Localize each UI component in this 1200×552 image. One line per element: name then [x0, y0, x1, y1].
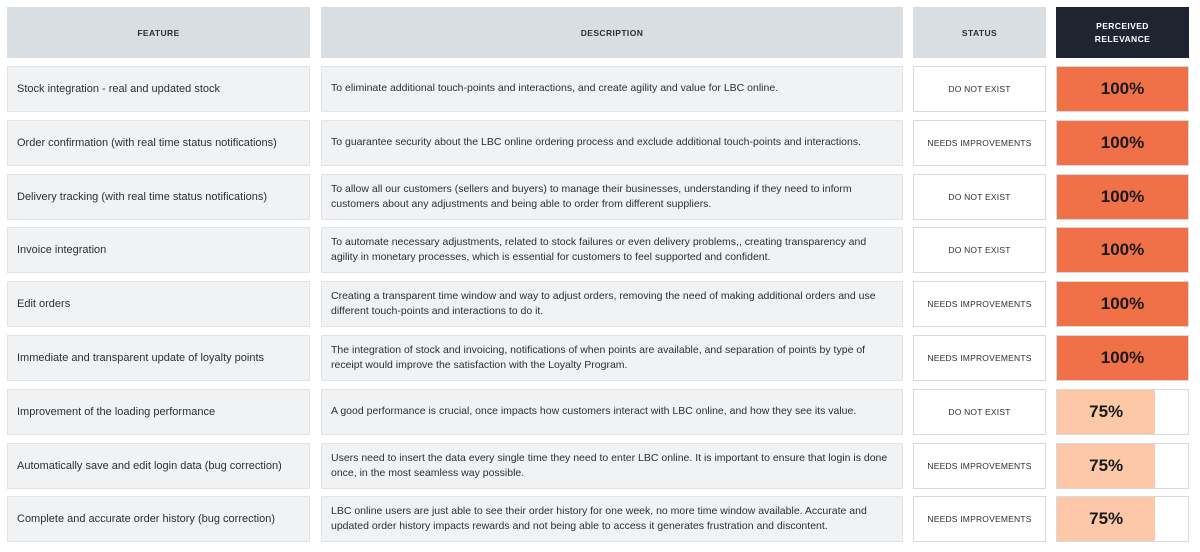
status-cell-text: NEEDS IMPROVEMENTS — [927, 299, 1032, 309]
header-feature — [7, 7, 310, 58]
status-cell — [913, 227, 1046, 273]
relevance-value: 75% — [1089, 402, 1124, 421]
description-cell — [321, 174, 903, 220]
status-cell — [913, 335, 1046, 381]
header-relevance-line2: RELEVANCE — [1094, 33, 1151, 44]
relevance-bar — [1057, 336, 1188, 380]
feature-cell — [7, 174, 310, 220]
description-cell-text: Users need to insert the data every single time they need to enter LBC online. It is important to ensure that login is done once, in the most seamless way possible. — [331, 451, 888, 479]
status-cell — [913, 281, 1046, 327]
relevance-bar — [1057, 497, 1155, 541]
feature-cell-text: Stock integration - real and updated stock — [17, 83, 221, 95]
status-cell-text: DO NOT EXIST — [948, 407, 1011, 417]
feature-cell-text: Improvement of the loading performance — [17, 406, 216, 418]
feature-cell-text: Complete and accurate order history (bug correction) — [17, 513, 276, 525]
status-cell — [913, 496, 1046, 542]
feature-cell — [7, 443, 310, 489]
status-cell-text: NEEDS IMPROVEMENTS — [927, 353, 1032, 363]
relevance-value: 100% — [1100, 133, 1145, 152]
header-description — [321, 7, 903, 58]
feature-cell-text: Invoice integration — [17, 244, 107, 256]
relevance-cell — [1056, 281, 1189, 327]
status-cell — [913, 66, 1046, 112]
relevance-value: 75% — [1089, 456, 1124, 475]
relevance-cell — [1056, 227, 1189, 273]
feature-cell — [7, 227, 310, 273]
relevance-value: 100% — [1100, 294, 1145, 313]
feature-cell-text: Immediate and transparent update of loyalty points — [17, 352, 265, 364]
header-feature-label: FEATURE — [137, 27, 180, 38]
feature-cell-text: Automatically save and edit login data (bug correction) — [17, 460, 282, 472]
description-cell — [321, 281, 903, 327]
relevance-cell — [1056, 443, 1189, 489]
description-cell — [321, 120, 903, 166]
relevance-value: 100% — [1100, 240, 1145, 259]
status-cell-text: DO NOT EXIST — [948, 245, 1011, 255]
status-cell — [913, 174, 1046, 220]
relevance-cell — [1056, 335, 1189, 381]
relevance-cell — [1056, 66, 1189, 112]
status-cell-text: DO NOT EXIST — [948, 192, 1011, 202]
feature-cell — [7, 389, 310, 435]
feature-cell — [7, 120, 310, 166]
relevance-cell — [1056, 496, 1189, 542]
relevance-bar — [1057, 175, 1188, 219]
feature-cell — [7, 496, 310, 542]
description-cell — [321, 66, 903, 112]
header-status — [913, 7, 1046, 58]
relevance-cell — [1056, 389, 1189, 435]
status-cell-text: NEEDS IMPROVEMENTS — [927, 461, 1032, 471]
description-cell-text: Creating a transparent time window and way to adjust orders, removing the need of making additional orders and use different touch-points and interactions to do it. — [331, 289, 876, 317]
header-status-label: STATUS — [961, 27, 998, 38]
relevance-bar — [1057, 228, 1188, 272]
description-cell — [321, 335, 903, 381]
description-cell-text: A good performance is crucial, once impacts how customers interact with LBC online, and how they see its value. — [331, 405, 857, 418]
relevance-bar — [1057, 444, 1155, 488]
description-cell-text: The integration of stock and invoicing, notifications of when points are available, and separation of points by type of receipt would improve the satisfaction with the Loyalty Program. — [331, 343, 866, 371]
description-cell — [321, 443, 903, 489]
relevance-bar — [1057, 282, 1188, 326]
header-perceived-relevance — [1056, 7, 1189, 58]
description-cell-text: To automate necessary adjustments, related to stock failures or even delivery problems,, creating transparency and agility in monetary processes, which is essential for customers to feel supported and confident. — [331, 235, 867, 263]
relevance-bar — [1057, 121, 1188, 165]
relevance-bar — [1057, 67, 1188, 111]
status-cell — [913, 443, 1046, 489]
status-cell — [913, 389, 1046, 435]
relevance-value: 100% — [1100, 187, 1145, 206]
feature-cell-text: Order confirmation (with real time status notifications) — [17, 137, 277, 149]
description-cell-text: To eliminate additional touch-points and interactions, and create agility and value for LBC online. — [331, 82, 779, 95]
description-cell — [321, 227, 903, 273]
description-cell-text: LBC online users are just able to see their order history for one week, no more time window available. Accurate and updated order history impacts rewards and not being able to access it generates frustration and discontent. — [331, 504, 867, 532]
feature-cell-text: Delivery tracking (with real time status notifications) — [17, 191, 268, 203]
relevance-value: 100% — [1100, 348, 1145, 367]
status-cell-text: NEEDS IMPROVEMENTS — [927, 138, 1032, 148]
header-relevance-line1: PERCEIVED — [1096, 20, 1149, 31]
description-cell-text: To guarantee security about the LBC online ordering process and exclude additional touch-points and interactions. — [331, 136, 862, 149]
relevance-value: 100% — [1100, 79, 1145, 98]
feature-cell — [7, 335, 310, 381]
description-cell-text: To allow all our customers (sellers and buyers) to manage their businesses, understanding if they need to inform customers about any adjustments and being able to order from different suppliers. — [331, 182, 852, 210]
status-cell — [913, 120, 1046, 166]
description-cell — [321, 389, 903, 435]
feature-cell — [7, 66, 310, 112]
relevance-bar — [1057, 390, 1155, 434]
status-cell-text: NEEDS IMPROVEMENTS — [927, 514, 1032, 524]
relevance-cell — [1056, 174, 1189, 220]
relevance-cell — [1056, 120, 1189, 166]
feature-cell — [7, 281, 310, 327]
status-cell-text: DO NOT EXIST — [948, 84, 1011, 94]
relevance-value: 75% — [1089, 509, 1124, 528]
feature-cell-text: Edit orders — [17, 298, 71, 310]
description-cell — [321, 496, 903, 542]
header-description-label: DESCRIPTION — [580, 27, 644, 38]
